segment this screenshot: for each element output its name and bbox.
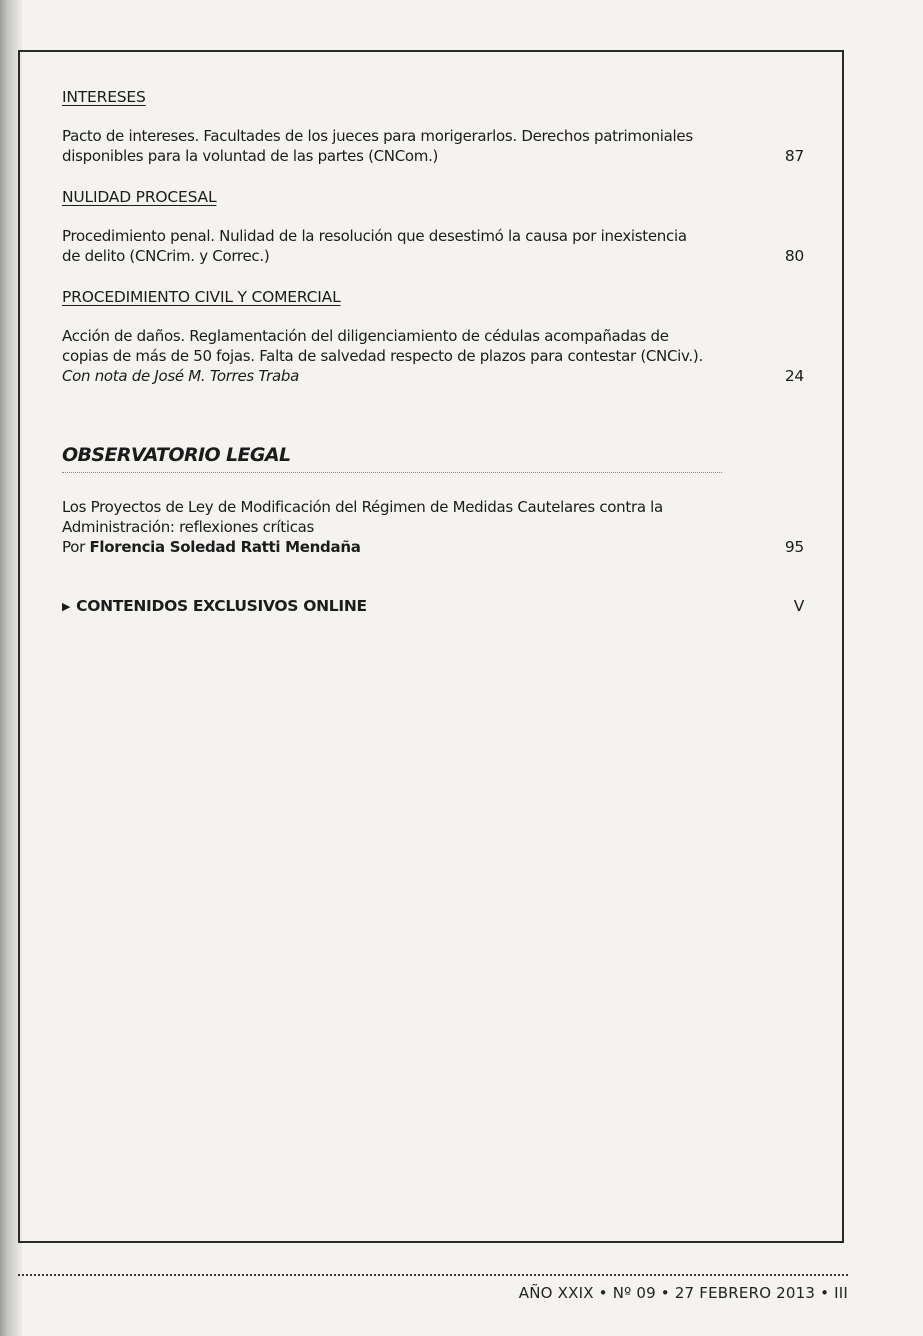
- observatorio-divider: [62, 472, 722, 473]
- entry-line: Administración: reflexiones críticas: [62, 518, 315, 536]
- entry-line: disponibles para la voluntad de las partes (CNCom.): [62, 147, 439, 165]
- entry-line: Los Proyectos de Ley de Modificación del Régimen de Medidas Cautelares contra la: [62, 498, 663, 516]
- entry-note: Con nota de José M. Torres Traba: [62, 367, 299, 385]
- footer-divider: [18, 1274, 848, 1276]
- entry-line: Procedimiento penal. Nulidad de la resolución que desestimó la causa por inexistencia: [62, 227, 687, 245]
- index-content: [62, 88, 804, 615]
- entry-line: Acción de daños. Reglamentación del diligenciamiento de cédulas acompañadas de: [62, 327, 669, 345]
- page-number: 24: [784, 367, 804, 385]
- section-title: NULIDAD PROCESAL: [62, 188, 217, 206]
- entry-text: [62, 326, 722, 386]
- author-name: Florencia Soledad Ratti Mendaña: [89, 538, 361, 556]
- page-number: 95: [784, 538, 804, 556]
- page-number: 80: [784, 247, 804, 265]
- section-title: INTERESES: [62, 88, 146, 106]
- entry-text: [62, 497, 722, 557]
- index-entry: [62, 497, 804, 557]
- index-entry: [62, 226, 804, 266]
- entry-text: [62, 226, 722, 266]
- index-entry: [62, 326, 804, 386]
- index-section-nulidad-procesal: [62, 188, 804, 266]
- entry-line: copias de más de 50 fojas. Falta de salvedad respecto de plazos para contestar (CNCiv.).: [62, 347, 703, 365]
- page-footer: AÑO XXIX • Nº 09 • 27 FEBRERO 2013 • III: [518, 1284, 848, 1302]
- index-entry: [62, 126, 804, 166]
- page-number: 87: [784, 147, 804, 165]
- author-prefix: Por: [62, 538, 90, 556]
- observatorio-section: [62, 444, 804, 557]
- entry-line: Pacto de intereses. Facultades de los jueces para morigerarlos. Derechos patrimoniales: [62, 127, 693, 145]
- entry-text: [62, 126, 722, 166]
- content-frame: [18, 50, 844, 1243]
- entry-author-line: [62, 537, 722, 557]
- online-contents-entry: [62, 597, 804, 615]
- triangle-right-icon: ▶: [62, 600, 71, 613]
- observatorio-title: OBSERVATORIO LEGAL: [62, 444, 291, 466]
- online-label: CONTENIDOS EXCLUSIVOS ONLINE: [76, 597, 367, 615]
- index-section-intereses: [62, 88, 804, 166]
- index-section-procedimiento-civil: [62, 288, 804, 386]
- entry-line: de delito (CNCrim. y Correc.): [62, 247, 270, 265]
- section-title: PROCEDIMIENTO CIVIL Y COMERCIAL: [62, 288, 341, 306]
- page-number: V: [793, 597, 804, 615]
